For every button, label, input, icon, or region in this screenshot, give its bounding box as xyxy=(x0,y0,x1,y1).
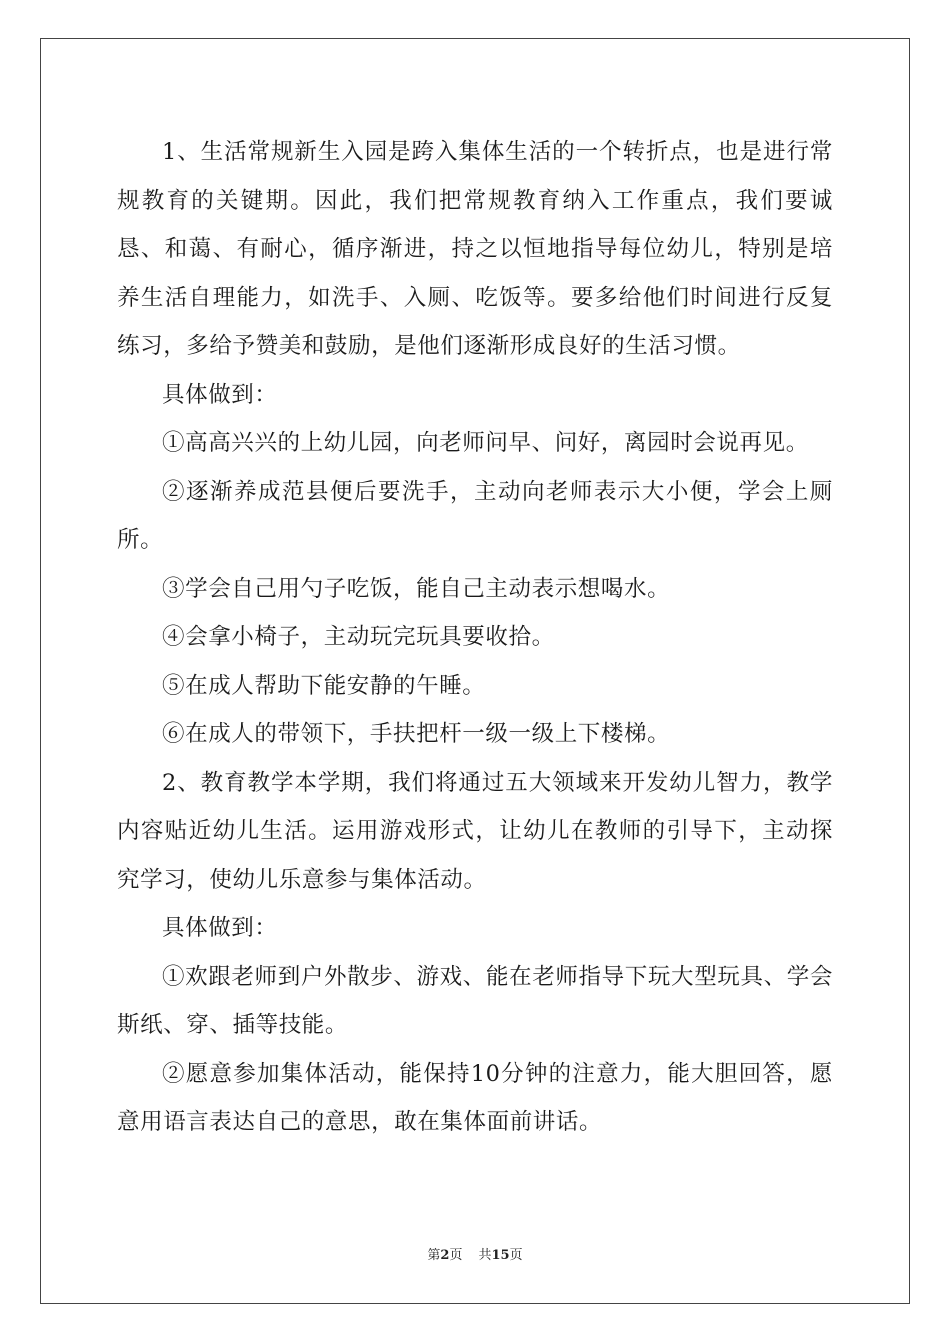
page-number xyxy=(427,1248,462,1264)
paragraph-4: ②逐渐养成范县便后要洗手，主动向老师表示大小便，学会上厕所。 xyxy=(117,478,833,553)
document-body xyxy=(117,128,833,1147)
paragraph-1: 1、生活常规新生入园是跨入集体生活的一个转折点，也是进行常规教育的关键期。因此，我们把常规教育纳入工作重点，我们要诚恳、和蔼、有耐心，循序渐进，持之以恒地指导每位幼儿，特别是培养生活自理能力，如洗手、入厕、吃饭等。要多给他们时间进行反复练习，多给予赞美和鼓励，是他们逐渐形成良好的生活习惯。 xyxy=(117,139,833,359)
page-prefix: 第 xyxy=(427,1248,441,1263)
total-pages xyxy=(478,1248,522,1264)
paragraph-12: ②愿意参加集体活动，能保持10分钟的注意力，能大胆回答，愿意用语言表达自己的意思，敢在集体面前讲话。 xyxy=(117,1060,833,1135)
paragraph-2: 具体做到： xyxy=(162,381,278,408)
total-count: 15 xyxy=(491,1248,510,1263)
total-prefix: 共 xyxy=(478,1248,492,1263)
total-suffix: 页 xyxy=(509,1248,523,1263)
page-suffix: 页 xyxy=(449,1248,463,1263)
paragraph-3: ①高高兴兴的上幼儿园，向老师问早、问好，离园时会说再见。 xyxy=(162,430,809,456)
paragraph-8: ⑥在成人的带领下，手扶把杆一级一级上下楼梯。 xyxy=(162,721,671,747)
paragraph-5: ③学会自己用勺子吃饭，能自己主动表示想喝水。 xyxy=(162,575,671,602)
current-page: 2 xyxy=(440,1248,450,1263)
paragraph-7: ⑤在成人帮助下能安静的午睡。 xyxy=(162,672,486,699)
paragraph-6: ④会拿小椅子，主动玩完玩具要收拾。 xyxy=(162,624,555,650)
paragraph-9: 2、教育教学本学期，我们将通过五大领域来开发幼儿智力，教学内容贴近幼儿生活。运用游戏形式，让幼儿在教师的引导下，主动探究学习，使幼儿乐意参与集体活动。 xyxy=(117,769,833,893)
paragraph-11: ①欢跟老师到户外散步、游戏、能在老师指导下玩大型玩具、学会斯纸、穿、插等技能。 xyxy=(117,963,833,1038)
paragraph-10: 具体做到： xyxy=(162,915,278,941)
page-footer xyxy=(0,1248,950,1264)
